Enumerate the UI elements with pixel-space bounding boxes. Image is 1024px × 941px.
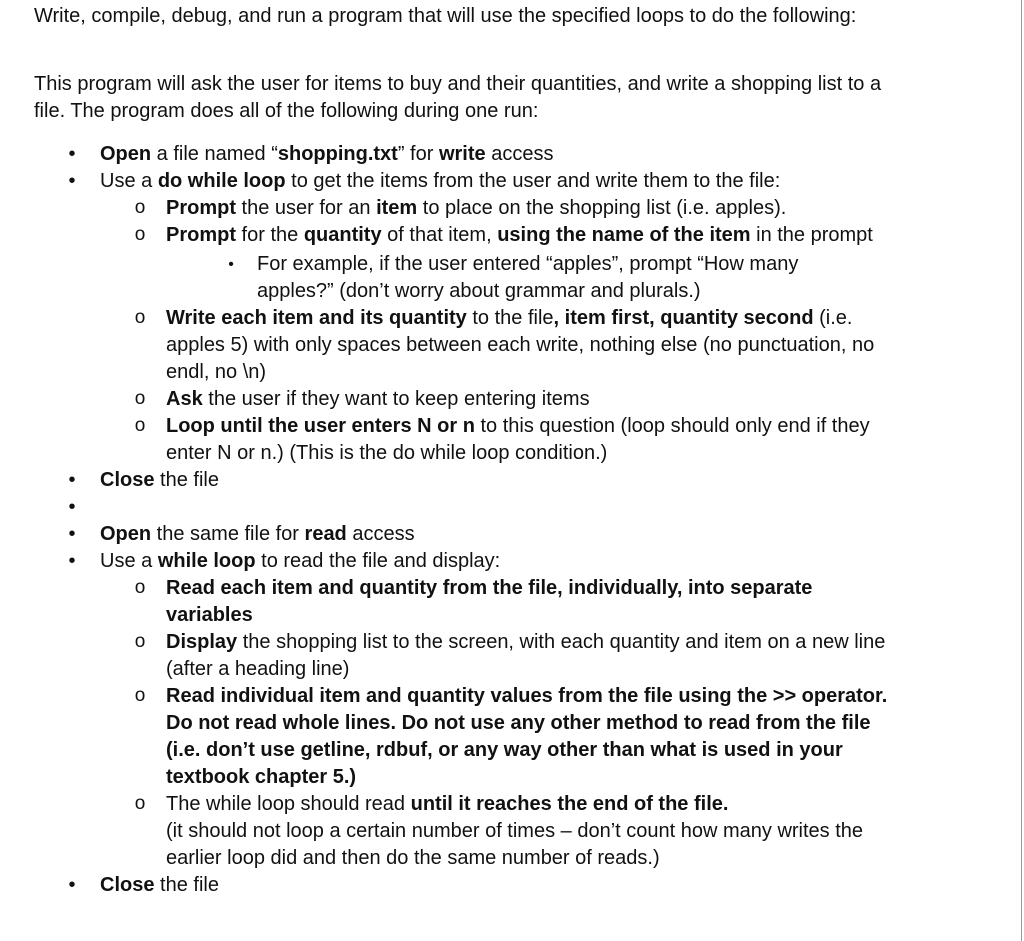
emphasis: Prompt bbox=[166, 197, 236, 219]
text: the user for an bbox=[236, 197, 377, 219]
step-close-file-final bbox=[0, 872, 1000, 899]
emphasis: do while loop bbox=[157, 170, 286, 192]
text: The while loop should read bbox=[166, 793, 411, 815]
bullet-icon: • bbox=[68, 143, 76, 165]
bullet-icon: • bbox=[68, 469, 76, 491]
text: (it should not loop a certain number of times – don’t count how many writes the earlier loop did and then do the same number of reads.) bbox=[166, 820, 864, 869]
small-bullet-icon: • bbox=[228, 256, 234, 273]
instruction-list bbox=[0, 141, 1000, 899]
emphasis: using the name of the item bbox=[497, 224, 751, 246]
substep-extraction-operator bbox=[0, 683, 896, 791]
text: Use a bbox=[100, 170, 158, 192]
emphasis: write bbox=[438, 143, 486, 165]
step-open-read bbox=[0, 521, 1000, 548]
bullet-icon: • bbox=[68, 550, 76, 572]
example-note bbox=[0, 251, 817, 305]
circle-bullet-icon: o bbox=[134, 307, 146, 328]
circle-bullet-icon: o bbox=[134, 224, 146, 245]
text: access bbox=[485, 143, 554, 165]
step-close-file bbox=[0, 467, 1000, 494]
emphasis: item bbox=[376, 197, 418, 219]
substep-read-until-eof bbox=[0, 791, 896, 872]
intro-paragraph: Write, compile, debug, and run a program that will use the specified loops to do the following: bbox=[34, 5, 857, 27]
circle-bullet-icon: o bbox=[134, 577, 146, 598]
text: to this question (loop should only end if they enter N or n.) (This is the do while loop condition.) bbox=[166, 415, 870, 464]
emphasis: Write each item and its quantity bbox=[166, 307, 467, 329]
emphasis: Close bbox=[100, 469, 155, 491]
emphasis: until it reaches the end of the file. bbox=[410, 793, 729, 815]
substep-loop-condition bbox=[0, 413, 896, 467]
emphasis: Loop until the user enters N or n bbox=[166, 415, 475, 437]
emphasis: Display bbox=[166, 631, 238, 653]
text: a file named “ bbox=[151, 143, 278, 165]
emphasis: Read individual item and quantity values from the file using the >> operator. Do not read whole lines. Do not use any other method to read from the file (i.e. don’t use getline, rdbuf, or any way other than what is used in your textbook chapter 5.) bbox=[166, 685, 888, 788]
emphasis: Open bbox=[100, 143, 152, 165]
step-while-loop bbox=[0, 548, 1000, 575]
emphasis: , item first, quantity second bbox=[553, 307, 814, 329]
emphasis: Ask bbox=[166, 388, 203, 410]
substep-prompt-quantity bbox=[0, 222, 896, 249]
circle-bullet-icon: o bbox=[134, 685, 146, 706]
bullet-icon: • bbox=[68, 874, 76, 896]
text: Use a bbox=[100, 550, 158, 572]
circle-bullet-icon: o bbox=[134, 415, 146, 436]
substep-ask-continue bbox=[0, 386, 896, 413]
text: to place on the shopping list (i.e. apples). bbox=[417, 197, 787, 219]
bullet-icon: • bbox=[68, 170, 76, 192]
text: the shopping list to the screen, with each quantity and item on a new line (after a heading line) bbox=[166, 631, 886, 680]
bullet-icon: • bbox=[68, 523, 76, 545]
text: to read the file and display: bbox=[255, 550, 501, 572]
substep-read-values bbox=[0, 575, 896, 629]
text: access bbox=[346, 523, 415, 545]
circle-bullet-icon: o bbox=[134, 197, 146, 218]
emphasis: Read each item and quantity from the file, individually, into separate variables bbox=[166, 577, 813, 626]
emphasis: read bbox=[304, 523, 347, 545]
emphasis: Prompt bbox=[166, 224, 236, 246]
text: (i.e. apples 5) with only spaces between each write, nothing else (no punctuation, no endl, no \n) bbox=[166, 307, 875, 383]
text: to get the items from the user and write them to the file: bbox=[285, 170, 781, 192]
text: for the bbox=[236, 224, 304, 246]
text: in the prompt bbox=[750, 224, 873, 246]
emphasis: Open bbox=[100, 523, 152, 545]
text: the file bbox=[154, 469, 219, 491]
summary-paragraph: This program will ask the user for items to buy and their quantities, and write a shopping list to a file. The program does all of the following during one run: bbox=[34, 73, 882, 122]
step-empty bbox=[0, 494, 1000, 521]
filename: shopping.txt bbox=[277, 143, 398, 165]
text: to the file bbox=[466, 307, 554, 329]
circle-bullet-icon: o bbox=[134, 631, 146, 652]
text: the file bbox=[154, 874, 219, 896]
bullet-icon: • bbox=[68, 496, 76, 518]
circle-bullet-icon: o bbox=[134, 793, 146, 814]
text: the same file for bbox=[151, 523, 305, 545]
text: the user if they want to keep entering items bbox=[202, 388, 590, 410]
substep-write-item bbox=[0, 305, 896, 386]
page-edge-divider bbox=[1021, 0, 1022, 941]
step-do-while bbox=[0, 168, 1000, 195]
step-open-write bbox=[0, 141, 1000, 168]
substep-prompt-item bbox=[0, 195, 896, 222]
emphasis: Close bbox=[100, 874, 155, 896]
text: For example, if the user entered “apples”, prompt “How many apples?” (don’t worry about grammar and plurals.) bbox=[257, 253, 799, 302]
emphasis: quantity bbox=[303, 224, 382, 246]
emphasis: while loop bbox=[157, 550, 256, 572]
circle-bullet-icon: o bbox=[134, 388, 146, 409]
text: of that item, bbox=[381, 224, 498, 246]
text: ” for bbox=[397, 143, 439, 165]
substep-display-list bbox=[0, 629, 896, 683]
